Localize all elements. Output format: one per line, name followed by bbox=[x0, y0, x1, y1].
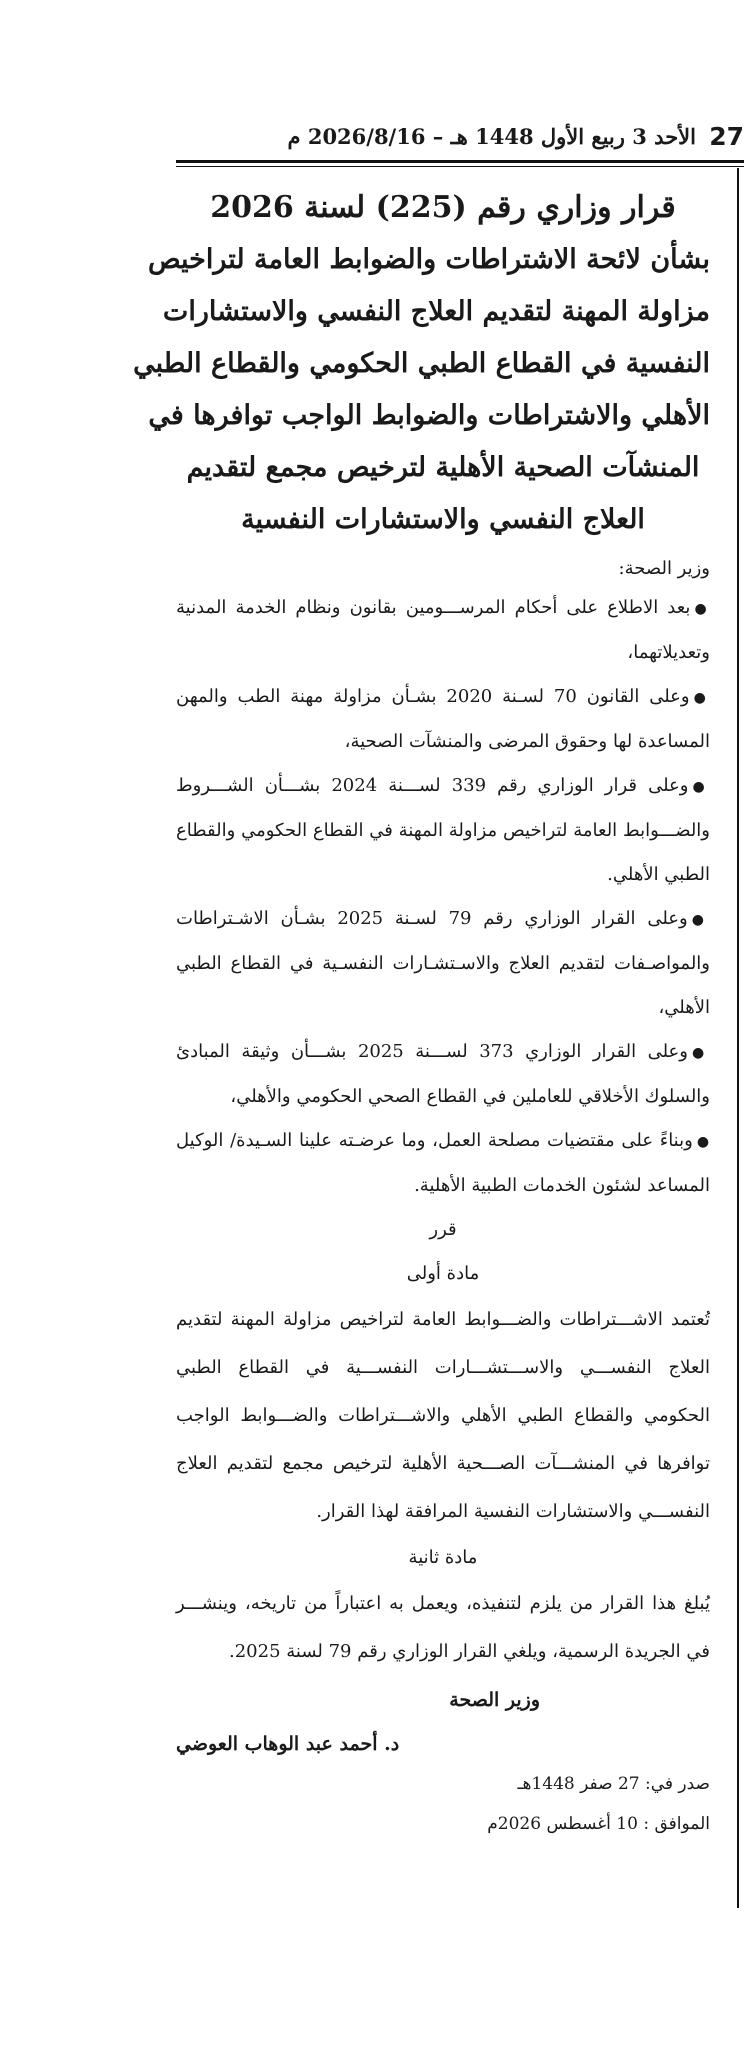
minister-label: وزير الصحة: bbox=[618, 558, 710, 579]
preamble-bullet bbox=[176, 1030, 710, 1119]
issued-date-hijri: صدر في: 27 صفر 1448هـ bbox=[517, 1774, 710, 1794]
title-line-4: النفسية في القطاع الطبي الحكومي والقطاع الطبي bbox=[133, 348, 710, 379]
title-line-5: الأهلي والاشتراطات والضوابط الواجب توافرها في bbox=[148, 400, 710, 431]
bullet-text: وعلى القانون 70 لسـنة 2020 بشـأن مزاولة مهنة الطب والمهن المساعدة لها وحقوق المرضى والمنشآت الصحية، bbox=[176, 686, 710, 752]
preamble-bullet bbox=[176, 897, 710, 1030]
title-line-2: بشأن لائحة الاشتراطات والضوابط العامة لتراخيص bbox=[147, 244, 710, 275]
issued-date-gregorian: الموافق : 10 أغسطس 2026م bbox=[487, 1814, 710, 1834]
bullet-icon: ● bbox=[692, 779, 711, 795]
decision-label: قرر bbox=[429, 1219, 457, 1240]
article-1-heading: مادة أولى bbox=[406, 1263, 480, 1284]
decree-title bbox=[133, 182, 710, 546]
page-header bbox=[176, 118, 744, 162]
bullet-icon: ● bbox=[691, 912, 710, 928]
bullet-text: بعد الاطلاع على أحكام المرســـومين بقانون ونظام الخدمة المدنية وتعديلاتهما، bbox=[176, 597, 710, 663]
title-line-6: المنشآت الصحية الأهلية لترخيص مجمع لتقديم bbox=[186, 452, 700, 483]
signatory-name: د. أحمد عبد الوهاب العوضي bbox=[176, 1733, 400, 1755]
bullet-icon: ● bbox=[691, 1045, 710, 1061]
bullet-icon: ● bbox=[693, 690, 710, 706]
signatory-title: وزير الصحة bbox=[449, 1689, 540, 1711]
column-divider bbox=[737, 168, 739, 1908]
bullet-text: وعلى القرار الوزاري 373 لســـنة 2025 بشـــأن وثيقة المبادئ والسلوك الأخلاقي للعاملين في القطاع الصحي الحكومي والأهلي، bbox=[176, 1041, 710, 1107]
article-1-text: تُعتمد الاشـــتراطات والضـــوابط العامة لتراخيص مزاولة المهنة لتقديم العلاج النفســـي والاســـتشـــارات النفســـية في القطاع الطبي الحكومي والقطاع الطبي الأهلي والاشـــتراطات والضـــوابط الواجب توافرها في المنشـــآت الصـــحية الأهلية لترخيص مجمع لتقديم العلاج النفســـي والاستشارات النفسية المرافقة لهذا القرار. bbox=[176, 1309, 710, 1522]
decree-body bbox=[133, 182, 711, 1844]
title-line-3: مزاولة المهنة لتقديم العلاج النفسي والاستشارات bbox=[162, 296, 710, 327]
preamble-bullet bbox=[176, 586, 710, 675]
preamble-bullet bbox=[176, 764, 710, 897]
header-date: الأحد 3 ربيع الأول 1448 هـ – 2026/8/16 م bbox=[287, 124, 696, 149]
bullet-text: وعلى قرار الوزاري رقم 339 لســـنة 2024 بشـــأن الشـــروط والضـــوابط العامة لتراخيص مزاولة المهنة في القطاع الحكومي والقطاع الطبي الأهلي. bbox=[176, 775, 710, 885]
article-2-heading: مادة ثانية bbox=[408, 1547, 478, 1568]
header-rule-thin bbox=[176, 166, 744, 167]
title-line-1: قرار وزاري رقم (225) لسنة 2026 bbox=[210, 190, 676, 225]
preamble-bullet bbox=[176, 1119, 710, 1208]
bullet-icon: ● bbox=[694, 601, 710, 617]
article-2-text: يُبلغ هذا القرار من يلزم لتنفيذه، ويعمل به اعتباراً من تاريخه، وينشـــر في الجريدة الرسمية، ويلغي القرار الوزاري رقم 79 لسنة 2025. bbox=[176, 1593, 710, 1662]
header-rule-thick bbox=[176, 160, 744, 163]
preamble-bullet bbox=[176, 675, 710, 764]
bullet-icon: ● bbox=[696, 1134, 711, 1150]
title-line-7: العلاج النفسي والاستشارات النفسية bbox=[241, 504, 645, 535]
page-number: 27 bbox=[709, 122, 744, 151]
bullet-text: وبناءً على مقتضيات مصلحة العمل، وما عرضـته علينا السـيدة/ الوكيل المساعد لشئون الخدمات الطبية الأهلية. bbox=[176, 1130, 710, 1196]
bullet-text: وعلى القرار الوزاري رقم 79 لسـنة 2025 بشـأن الاشـتراطات والمواصـفات لتقديم العلاج والاسـتشـارات النفسـية في القطاع الطبي الأهلي، bbox=[176, 908, 710, 1018]
